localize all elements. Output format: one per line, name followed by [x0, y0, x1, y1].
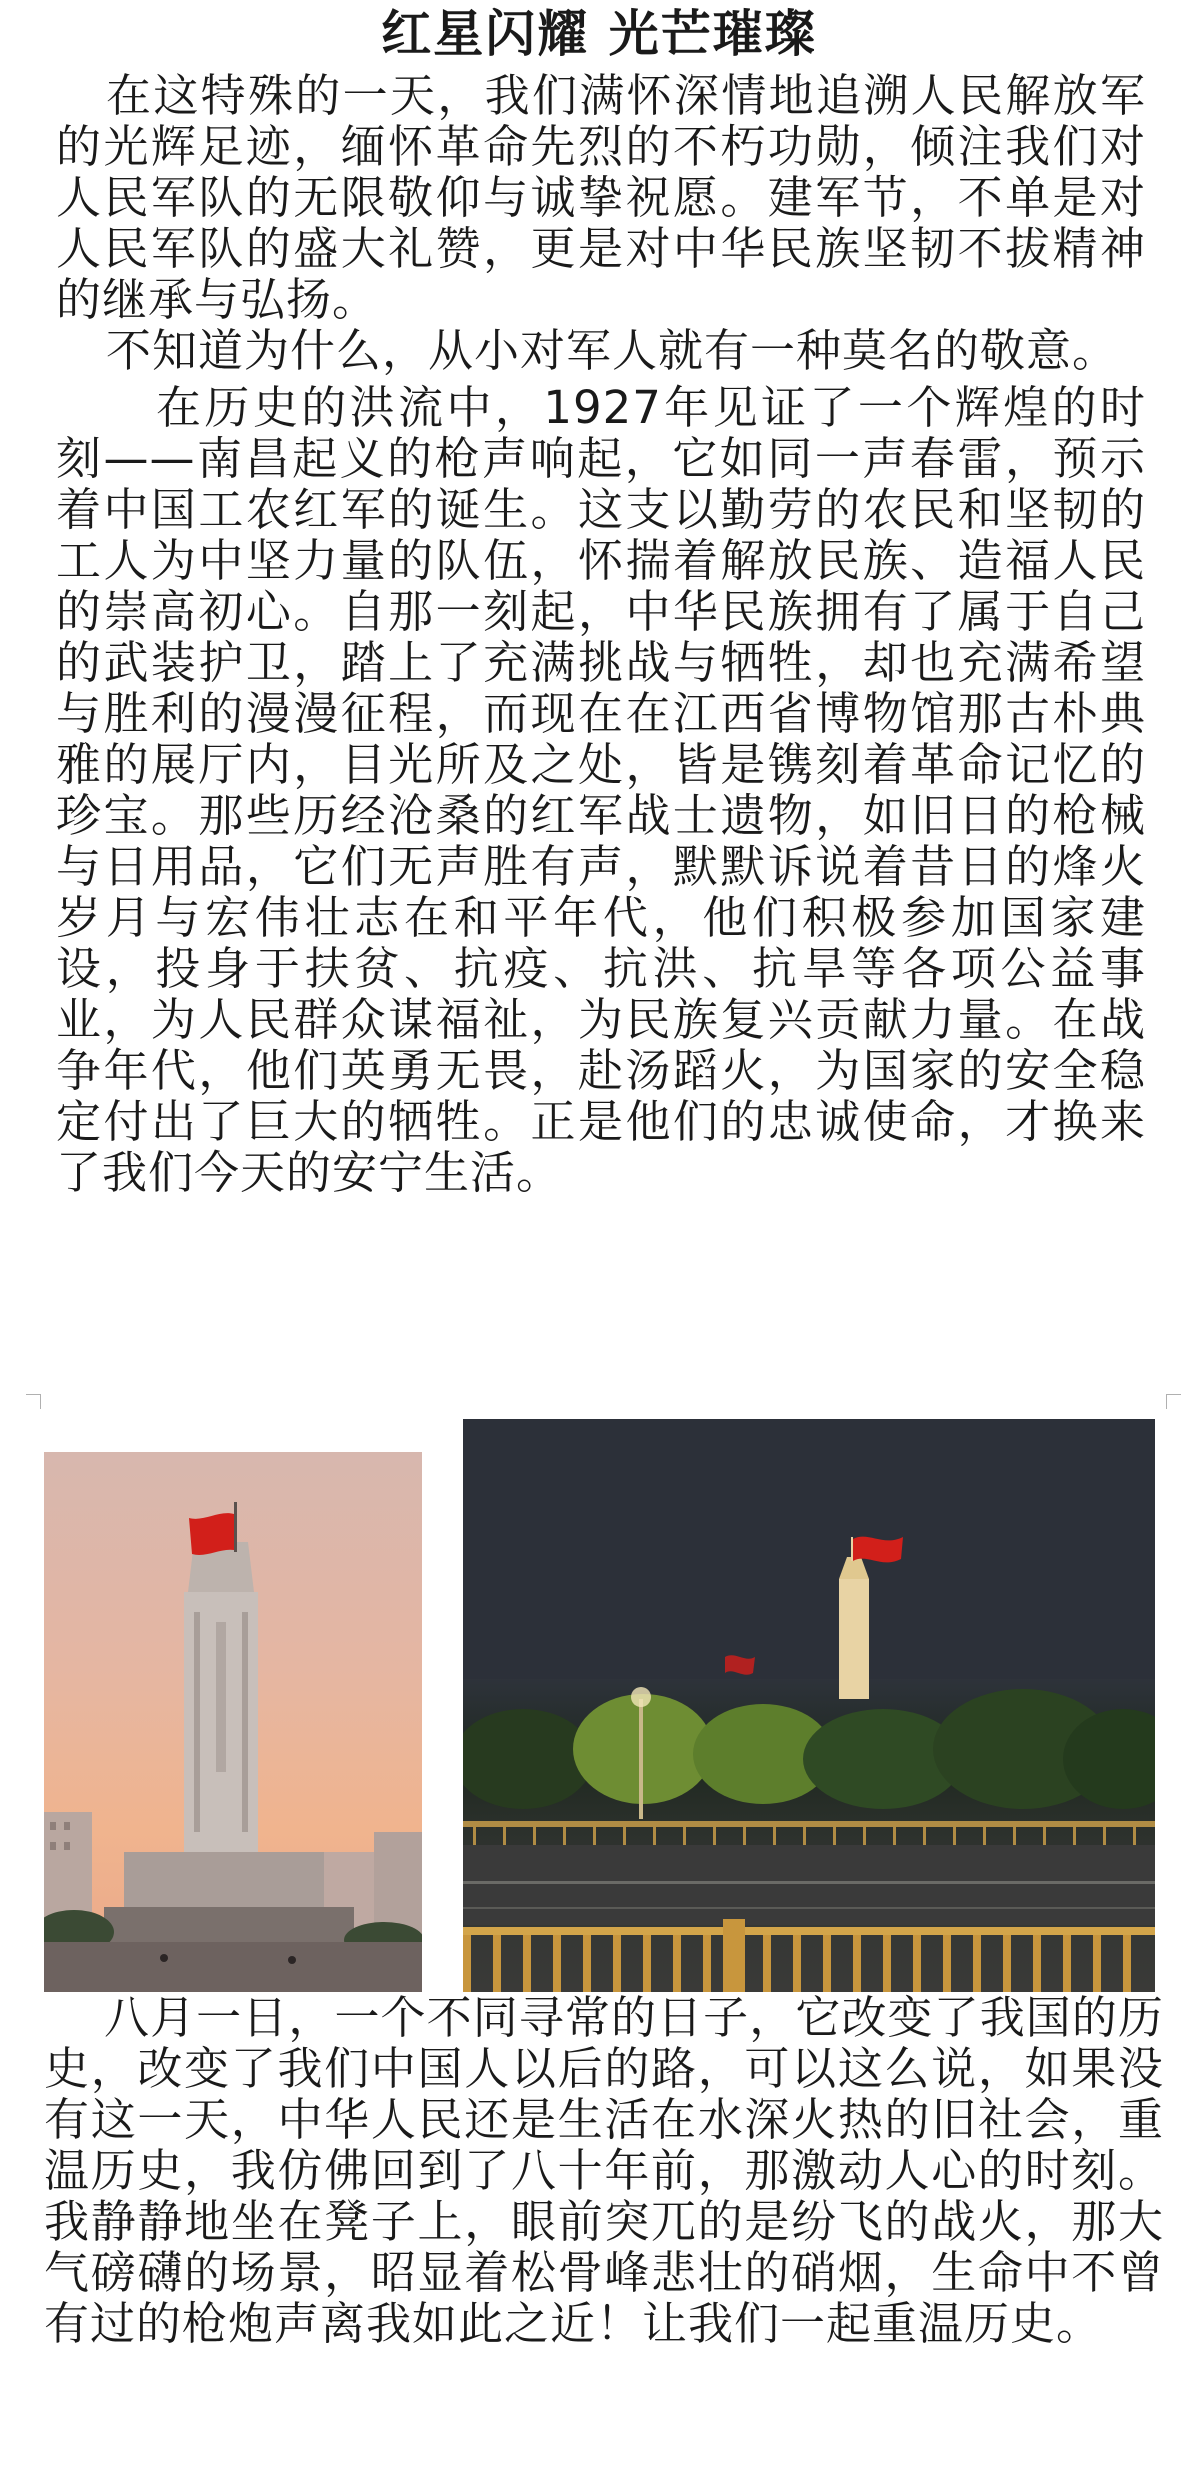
paragraph-4: 八月一日，一个不同寻常的日子，它改变了我国的历史，改变了我们中国人以后的路，可以这么说，如果没有这一天，中华人民还是生活在水深火热的旧社会，重温历史，我仿佛回到了八十年前，那激动人心的时刻。我静静地坐在凳子上，眼前突兀的是纷飞的战火，那大气磅礴的场景，昭显着松骨峰悲壮的硝烟，生命中不曾有过的枪炮声离我如此之近！让我们一起重温历史。	[44, 1991, 1164, 2350]
page-corner-mark-left	[26, 1394, 41, 1409]
paragraph-3: 在历史的洪流中，1927年见证了一个辉煌的时刻——南昌起义的枪声响起，它如同一声春雷，预示着中国工农红军的诞生。这支以勤劳的农民和坚韧的工人为中坚力量的队伍，怀揣着解放民族、造福人民的崇高初心。自那一刻起，中华民族拥有了属于自己的武装护卫，踏上了充满挑战与牺牲，却也充满希望与胜利的漫漫征程，而现在在江西省博物馆那古朴典雅的展厅内，目光所及之处，皆是镌刻着革命记忆的珍宝。那些历经沧桑的红军战士遗物，如旧日的枪械与日用品，它们无声胜有声，默默诉说着昔日的烽火岁月与宏伟壮志在和平年代，他们积极参加国家建设，投身于扶贫、抗疫、抗洪、抗旱等各项公益事业，为人民群众谋福祉，为民族复兴贡献力量。在战争年代，他们英勇无畏，赴汤蹈火，为国家的安全稳定付出了巨大的牺牲。正是他们的忠诚使命，才换来了我们今天的安宁生活。	[56, 381, 1146, 1199]
monument-with-red-flag-photo	[44, 1452, 422, 1992]
page-corner-mark-right	[1166, 1394, 1181, 1409]
article-body-top	[56, 70, 1146, 1198]
paragraph-2: 不知道为什么，从小对军人就有一种莫名的敬意。	[106, 324, 1119, 377]
paragraph-1: 在这特殊的一天，我们满怀深情地追溯人民解放军的光辉足迹，缅怀革命先烈的不朽功勋，倾注我们对人民军队的无限敬仰与诚挚祝愿。建军节，不单是对人民军队的盛大礼赞，更是对中华民族坚韧不拔精神的继承与弘扬。	[56, 69, 1146, 326]
article-body-bottom	[44, 1992, 1164, 2349]
night-square-with-red-flag-photo	[463, 1419, 1155, 1992]
document-title: 红星闪耀 光芒璀璨	[381, 5, 817, 63]
